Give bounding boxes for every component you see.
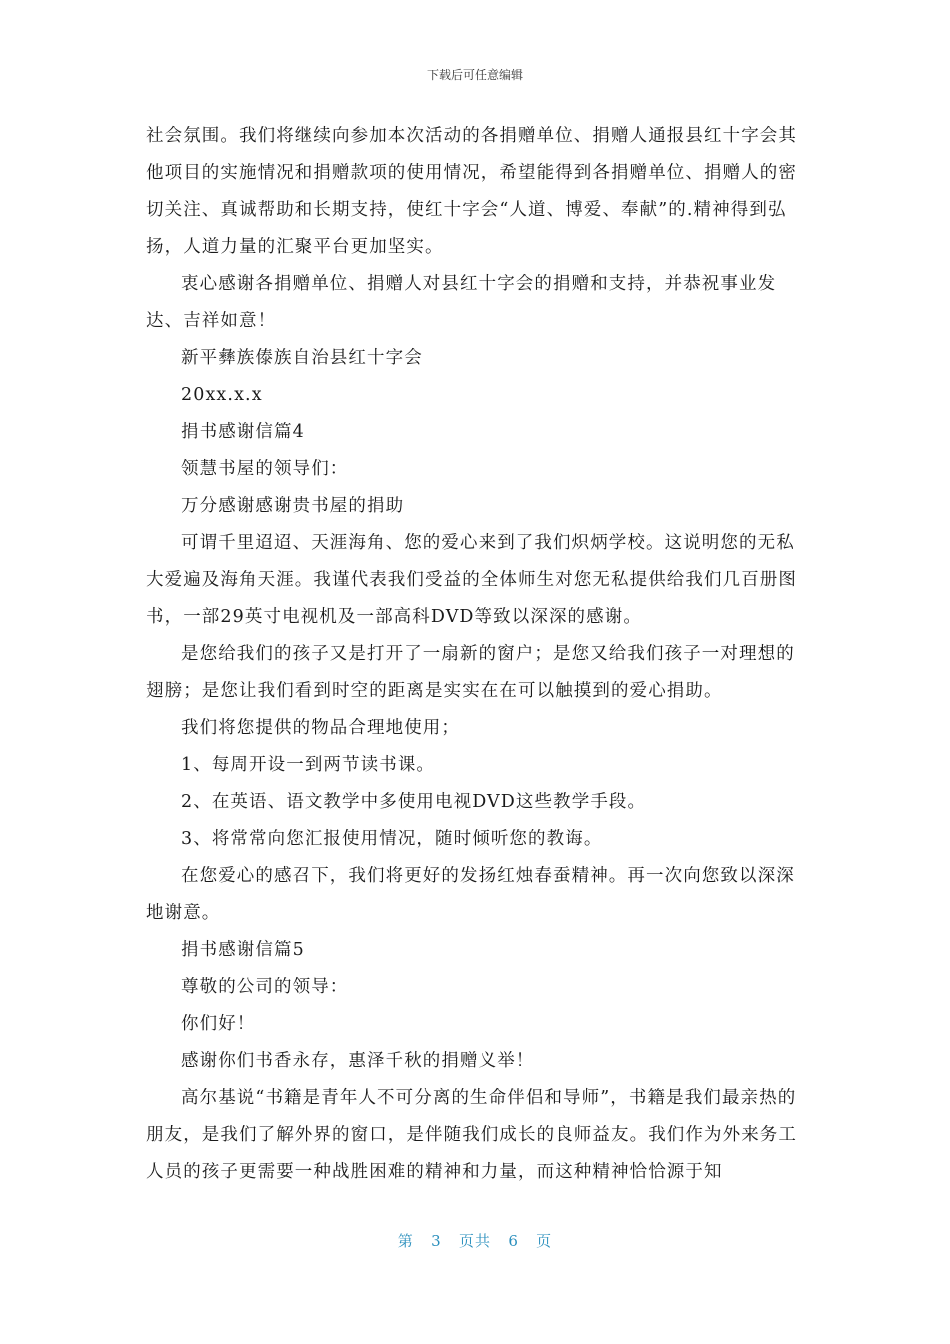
greeting: 你们好！	[181, 1014, 256, 1034]
paragraph: 高尔基说“书籍是青年人不可分离的生命伴侣和导师”，书籍是我们最亲热的朋友，是我们了解外界的窗口，是伴随我们成长的良师益友。我们作为外来务工人员的孩子更需要一种战胜困难的精神和力量，而这种精神恰恰源于知	[146, 1088, 797, 1182]
paragraph: 在您爱心的感召下，我们将更好的发扬红烛春蚕精神。再一次向您致以深深地谢意。	[146, 866, 795, 923]
paragraph: 社会氛围。我们将继续向参加本次活动的各捐赠单位、捐赠人通报县红十字会其他项目的实施情况和捐赠款项的使用情况，希望能得到各捐赠单位、捐赠人的密切关注、真诚帮助和长期支持，使红十字会“人道、博爱、奉献”的.精神得到弘扬，人道力量的汇聚平台更加坚实。	[146, 126, 797, 257]
list-item: 2、在英语、语文教学中多使用电视DVD这些教学手段。	[181, 792, 647, 812]
current-page-number: 3	[431, 1232, 442, 1250]
paragraph: 感谢你们书香永存，惠泽千秋的捐赠义举！	[181, 1051, 535, 1071]
paragraph: 我们将您提供的物品合理地使用；	[181, 718, 460, 738]
paragraph: 万分感谢感谢贵书屋的捐助	[181, 496, 405, 516]
paragraph: 衷心感谢各捐赠单位、捐赠人对县红十字会的捐赠和支持，并恭祝事业发达、吉祥如意！	[146, 274, 777, 331]
page-header: 下载后可任意编辑	[426, 68, 523, 82]
total-page-number: 6	[508, 1232, 519, 1250]
section-title: 捐书感谢信篇5	[181, 940, 305, 960]
list-item: 1、每周开设一到两节读书课。	[181, 755, 436, 775]
date-line: 20xx.x.x	[181, 385, 263, 405]
footer-middle: 页共	[458, 1232, 491, 1250]
paragraph: 可谓千里迢迢、天涯海角、您的爱心来到了我们炽炳学校。这说明您的无私大爱遍及海角天涯。我谨代表我们受益的全体师生对您无私提供给我们几百册图书，一部29英寸电视机及一部高科DVD等致以深深的感谢。	[146, 533, 797, 627]
footer-prefix: 第	[397, 1232, 414, 1250]
salutation: 领慧书屋的领导们：	[181, 459, 349, 479]
list-item: 3、将常常向您汇报使用情况，随时倾听您的教诲。	[181, 829, 603, 849]
salutation: 尊敬的公司的领导：	[181, 977, 349, 997]
page-footer	[0, 1230, 950, 1251]
section-title: 捐书感谢信篇4	[181, 422, 305, 442]
paragraph: 是您给我们的孩子又是打开了一扇新的窗户；是您又给我们孩子一对理想的翅膀；是您让我们看到时空的距离是实实在在可以触摸到的爱心捐助。	[146, 644, 795, 701]
document-body	[146, 118, 810, 1191]
signature-org: 新平彝族傣族自治县红十字会	[181, 348, 423, 368]
footer-suffix: 页	[536, 1232, 553, 1250]
